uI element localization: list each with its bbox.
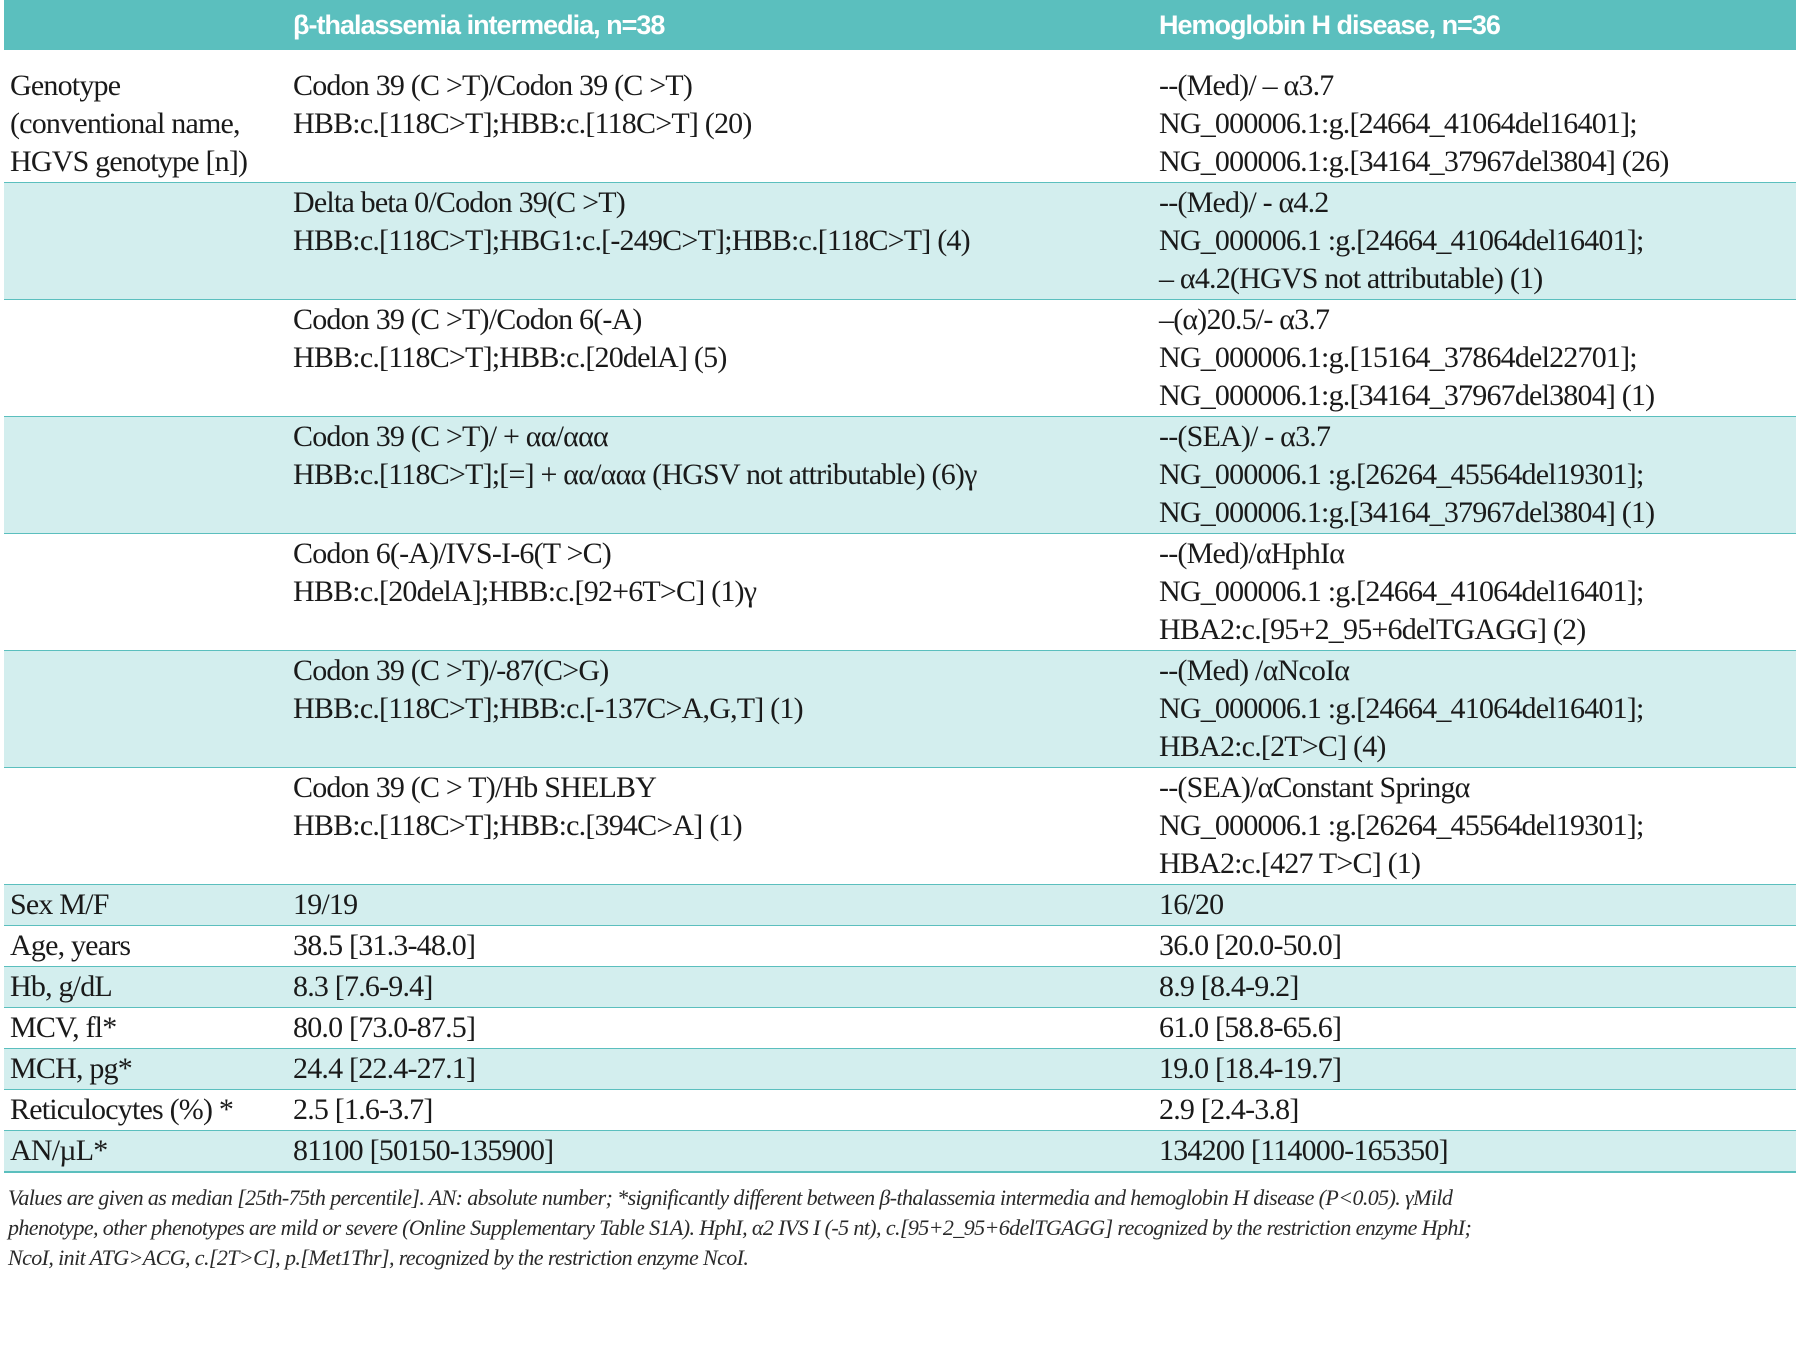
data-table [4, 0, 1796, 1173]
bti-genotype-line: Codon 39 (C >T)/Codon 6(-A) [293, 303, 642, 336]
bti-genotype-line: HBB:c.[118C>T];HBG1:c.[-249C>T];HBB:c.[118C>T] (4) [293, 224, 970, 257]
bti-genotype-line: Codon 39 (C > T)/Hb SHELBY [293, 771, 657, 804]
bti-genotype-line: HBB:c.[118C>T];HBB:c.[394C>A] (1) [293, 809, 742, 842]
hbh-genotype-line: NG_000006.1 :g.[26264_45564del19301]; [1159, 809, 1644, 842]
stat-hbh-cell: 16/20 [1153, 885, 1796, 926]
hbh-genotype-line: --(Med)/ – α3.7 [1159, 69, 1334, 102]
table-row [4, 768, 1796, 885]
row-label-cell [4, 183, 287, 300]
hbh-genotype-line: NG_000006.1:g.[34164_37967del3804] (26) [1159, 145, 1669, 178]
footnote-line: Values are given as median [25th-75th percentile]. AN: absolute number; *significantly different between β-thalassemia intermedia and hemoglobin H disease (P<0.05). γMild [8, 1185, 1453, 1210]
stat-bti-cell: 19/19 [287, 885, 1153, 926]
stat-hbh-cell: 61.0 [58.8-65.6] [1153, 1008, 1796, 1049]
stat-hbh-cell: 36.0 [20.0-50.0] [1153, 926, 1796, 967]
bti-genotype-line: HBB:c.[118C>T];HBB:c.[-137C>A,G,T] (1) [293, 692, 803, 725]
stat-bti-cell: 80.0 [73.0-87.5] [287, 1008, 1153, 1049]
table-row [4, 1090, 1796, 1131]
hbh-genotype-cell [1153, 534, 1796, 651]
hbh-genotype-line: --(SEA)/ - α3.7 [1159, 420, 1331, 453]
bti-genotype-cell [287, 300, 1153, 417]
header-hbh: Hemoglobin H disease, n=36 [1153, 0, 1796, 52]
bti-genotype-line: Codon 39 (C >T)/-87(C>G) [293, 654, 609, 687]
table-row [4, 651, 1796, 768]
row-label-cell [4, 52, 287, 183]
hbh-genotype-cell [1153, 300, 1796, 417]
table-row [4, 926, 1796, 967]
table-row [4, 300, 1796, 417]
bti-genotype-cell [287, 534, 1153, 651]
stat-label-cell: Hb, g/dL [4, 967, 287, 1008]
table-row [4, 1008, 1796, 1049]
hbh-genotype-cell [1153, 768, 1796, 885]
table-row [4, 183, 1796, 300]
genotype-label-line: (conventional name, [10, 107, 240, 140]
hbh-genotype-line: NG_000006.1:g.[34164_37967del3804] (1) [1159, 496, 1655, 529]
hbh-genotype-line: NG_000006.1:g.[34164_37967del3804] (1) [1159, 379, 1655, 412]
hbh-genotype-line: HBA2:c.[95+2_95+6delTGAGG] (2) [1159, 613, 1586, 646]
hbh-genotype-line: NG_000006.1 :g.[24664_41064del16401]; [1159, 224, 1644, 257]
header-label-cell [4, 0, 287, 52]
table-row [4, 885, 1796, 926]
genotype-label-line: Genotype [10, 69, 121, 102]
table-row [4, 417, 1796, 534]
header-bti: β-thalassemia intermedia, n=38 [287, 0, 1153, 52]
footnote-line: phenotype, other phenotypes are mild or severe (Online Supplementary Table S1A). HphI, α2 IVS I (-5 nt), c.[95+2_95+6delTGAGG] recognized by the restriction enzyme HphI; [8, 1215, 1472, 1240]
stat-hbh-cell: 8.9 [8.4-9.2] [1153, 967, 1796, 1008]
bti-genotype-line: Delta beta 0/Codon 39(C >T) [293, 186, 625, 219]
stat-hbh-cell: 2.9 [2.4-3.8] [1153, 1090, 1796, 1131]
bti-genotype-line: Codon 39 (C >T)/ + αα/ααα [293, 420, 608, 453]
bti-genotype-cell [287, 52, 1153, 183]
table-body [4, 52, 1796, 1173]
bti-genotype-line: HBB:c.[118C>T];HBB:c.[118C>T] (20) [293, 107, 752, 140]
table-row [4, 52, 1796, 183]
hbh-genotype-line: --(Med) /αNcoIα [1159, 654, 1350, 687]
stat-label-cell: Reticulocytes (%) * [4, 1090, 287, 1131]
hbh-genotype-line: HBA2:c.[2T>C] (4) [1159, 730, 1386, 763]
stat-label-cell: Age, years [4, 926, 287, 967]
hbh-genotype-line: --(Med)/ - α4.2 [1159, 186, 1329, 219]
bti-genotype-line: HBB:c.[118C>T];HBB:c.[20delA] (5) [293, 341, 727, 374]
hbh-genotype-line: NG_000006.1 :g.[26264_45564del19301]; [1159, 458, 1644, 491]
stat-bti-cell: 24.4 [22.4-27.1] [287, 1049, 1153, 1090]
hbh-genotype-cell [1153, 651, 1796, 768]
hbh-genotype-cell [1153, 52, 1796, 183]
stat-bti-cell: 38.5 [31.3-48.0] [287, 926, 1153, 967]
stat-bti-cell: 2.5 [1.6-3.7] [287, 1090, 1153, 1131]
stat-bti-cell: 8.3 [7.6-9.4] [287, 967, 1153, 1008]
hbh-genotype-line: NG_000006.1 :g.[24664_41064del16401]; [1159, 575, 1644, 608]
bti-genotype-cell [287, 768, 1153, 885]
bti-genotype-cell [287, 651, 1153, 768]
row-label-cell [4, 300, 287, 417]
hbh-genotype-line: NG_000006.1:g.[15164_37864del22701]; [1159, 341, 1637, 374]
bti-genotype-line: Codon 6(-A)/IVS-I-6(T >C) [293, 537, 611, 570]
hbh-genotype-line: NG_000006.1 :g.[24664_41064del16401]; [1159, 692, 1644, 725]
header-row [4, 0, 1796, 52]
hbh-genotype-line: --(SEA)/αConstant Springα [1159, 771, 1470, 804]
row-label-cell [4, 534, 287, 651]
footnote-line: NcoI, init ATG>ACG, c.[2T>C], p.[Met1Thr], recognized by the restriction enzyme NcoI. [8, 1245, 749, 1270]
stat-hbh-cell: 19.0 [18.4-19.7] [1153, 1049, 1796, 1090]
bti-genotype-cell [287, 417, 1153, 534]
row-label-cell [4, 768, 287, 885]
hbh-genotype-line: – α4.2(HGVS not attributable) (1) [1159, 262, 1543, 295]
stat-bti-cell: 81100 [50150-135900] [287, 1131, 1153, 1173]
bti-genotype-line: Codon 39 (C >T)/Codon 39 (C >T) [293, 69, 693, 102]
stat-hbh-cell: 134200 [114000-165350] [1153, 1131, 1796, 1173]
genotype-phenotype-table [4, 0, 1796, 1273]
hbh-genotype-line: –(α)20.5/- α3.7 [1159, 303, 1330, 336]
hbh-genotype-cell [1153, 417, 1796, 534]
row-label-cell [4, 417, 287, 534]
footnote [4, 1173, 1796, 1273]
stat-label-cell: AN/µL* [4, 1131, 287, 1173]
table-row [4, 967, 1796, 1008]
table-row [4, 1049, 1796, 1090]
hbh-genotype-line: HBA2:c.[427 T>C] (1) [1159, 847, 1421, 880]
table-row [4, 1131, 1796, 1173]
bti-genotype-line: HBB:c.[20delA];HBB:c.[92+6T>C] (1)γ [293, 575, 757, 608]
table-row [4, 534, 1796, 651]
hbh-genotype-line: NG_000006.1:g.[24664_41064del16401]; [1159, 107, 1637, 140]
bti-genotype-cell [287, 183, 1153, 300]
stat-label-cell: MCV, fl* [4, 1008, 287, 1049]
hbh-genotype-cell [1153, 183, 1796, 300]
row-label-cell [4, 651, 287, 768]
bti-genotype-line: HBB:c.[118C>T];[=] + αα/ααα (HGSV not attributable) (6)γ [293, 458, 977, 491]
stat-label-cell: Sex M/F [4, 885, 287, 926]
hbh-genotype-line: --(Med)/αHphIα [1159, 537, 1345, 570]
stat-label-cell: MCH, pg* [4, 1049, 287, 1090]
genotype-label-line: HGVS genotype [n]) [10, 145, 248, 178]
